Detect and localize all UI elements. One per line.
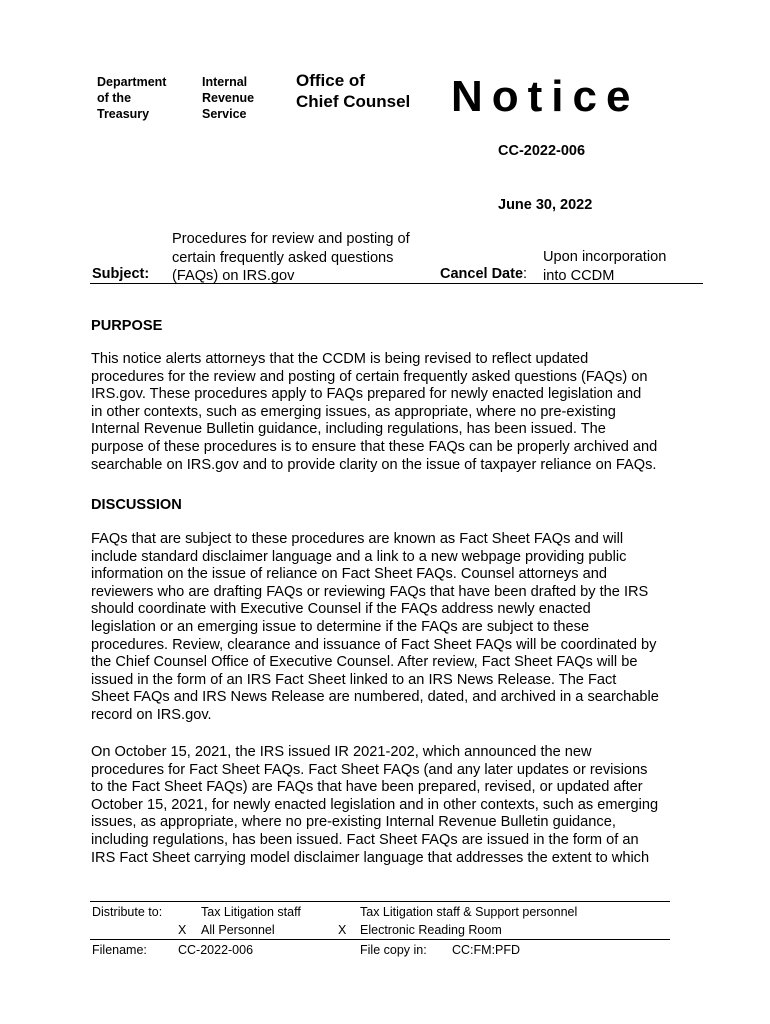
- purpose-heading: PURPOSE: [91, 318, 163, 334]
- purpose-paragraph: This notice alerts attorneys that the CCDM is being revised to reflect updated procedures for the review and posting of certain frequently asked questions (FAQs) on IRS.gov. These procedures apply to FAQs prepared for newly enacted legislation and in other contexts, such as emerging issues, as appropriate, where no pre-existing Internal Revenue Bulletin guidance, including regulations, has been issued. The purpose of these procedures is to ensure that these FAQs can be properly archived and searchable on IRS.gov and to provide clarity on the issue of taxpayer reliance on FAQs.: [91, 351, 658, 473]
- filename-label: Filename:: [92, 943, 147, 957]
- distribution-all-personnel: All Personnel: [201, 923, 275, 937]
- page-title: Notice: [451, 72, 640, 121]
- subject-text: Procedures for review and posting of certain frequently asked questions (FAQs) on IRS.gov: [172, 231, 410, 284]
- discussion-paragraph-1: FAQs that are subject to these procedures are known as Fact Sheet FAQs and will include standard disclaimer language and a link to a new webpage providing public information on the issue of reliance on Fact Sheet FAQs. Counsel attorneys and reviewers who are drafting FAQs or reviewing FAQs that have been drafted by the IRS should coordinate with Executive Counsel if the FAQs address newly enacted legislation or an emerging issue to determine if the FAQs are subject to these procedures. Review, clearance and issuance of Fact Sheet FAQs will be coordinated by the Chief Counsel Office of Executive Counsel. After review, Fact Sheet FAQs will be issued in the form of an IRS Fact Sheet linked to an IRS News Release. The Fact Sheet FAQs and IRS News Release are numbered, dated, and archived in a searchable record on IRS.gov.: [91, 531, 659, 723]
- notice-date: June 30, 2022: [498, 197, 593, 213]
- distribution-support-personnel: Tax Litigation staff & Support personnel: [360, 905, 578, 919]
- office-label: Office of Chief Counsel: [296, 71, 411, 111]
- distribution-reading-room: Electronic Reading Room: [360, 923, 502, 937]
- footer-mid-rule: [90, 939, 670, 940]
- discussion-heading: DISCUSSION: [91, 497, 182, 513]
- file-copy-label: File copy in:: [360, 943, 427, 957]
- footer-top-rule: [90, 901, 670, 902]
- notice-number: CC-2022-006: [498, 143, 586, 159]
- subject-divider: [90, 283, 703, 284]
- distribution-tax-litigation-staff: Tax Litigation staff: [201, 905, 301, 919]
- subject-label: Subject:: [92, 266, 150, 282]
- row2-right-mark: X: [338, 923, 347, 937]
- discussion-paragraph-2: On October 15, 2021, the IRS issued IR 2021-202, which announced the new procedures for Fact Sheet FAQs. Fact Sheet FAQs (and any later updates or revisions to the Fact Sheet FAQs) are FAQs that have been prepared, revised, or updated after October 15, 2021, for newly enacted legislation and in other contexts, such as emerging issues, as appropriate, where no pre-existing Internal Revenue Bulletin guidance, including regulations, has been issued. Fact Sheet FAQs are issued in the form of an IRS Fact Sheet carrying model disclaimer language that addresses the extent to which: [91, 744, 659, 866]
- file-copy-value: CC:FM:PFD: [452, 943, 521, 957]
- distribute-label: Distribute to:: [92, 905, 163, 919]
- row2-left-mark: X: [178, 923, 187, 937]
- filename-value: CC-2022-006: [178, 943, 254, 957]
- department-label: Department of the Treasury: [97, 75, 167, 121]
- cancel-date-value: Upon incorporation into CCDM: [543, 249, 667, 284]
- cancel-date-label: Cancel Date:: [440, 266, 528, 282]
- agency-label: Internal Revenue Service: [202, 75, 255, 121]
